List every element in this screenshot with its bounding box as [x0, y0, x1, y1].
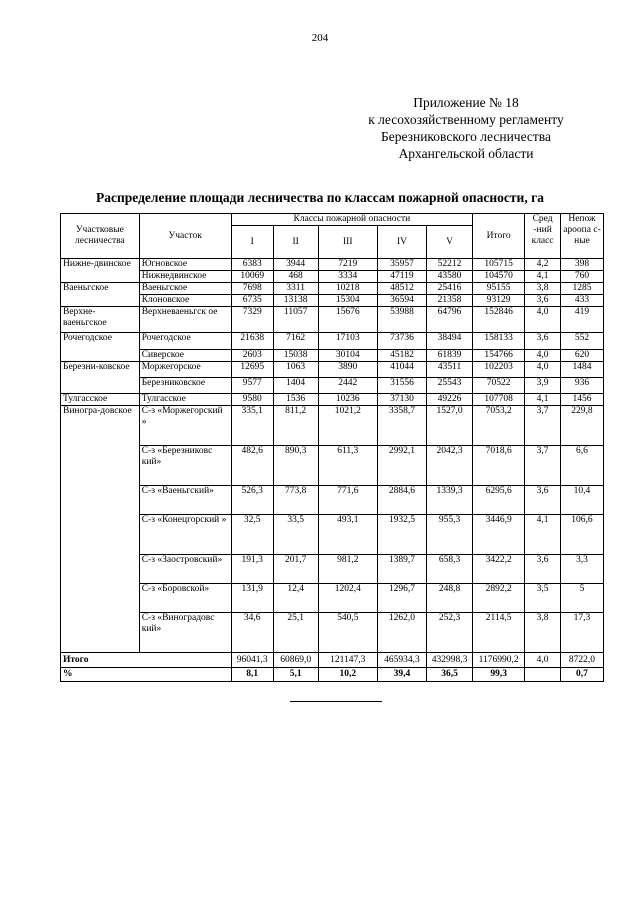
forestry-cell: Виногра-довское — [61, 406, 140, 653]
table-title: Распределение площади лесничества по классам пожарной опасности, га — [96, 190, 544, 205]
value-cell: 6735 — [231, 295, 273, 307]
value-cell: 107708 — [473, 394, 525, 406]
value-cell: 154766 — [473, 350, 525, 362]
value-cell: 7219 — [318, 259, 377, 271]
section-cell: Югновское — [139, 259, 231, 271]
total-row-label: Итого — [61, 653, 232, 668]
value-cell: 104570 — [473, 271, 525, 283]
value-cell: 131,9 — [231, 584, 273, 613]
value-cell: 526,3 — [231, 486, 273, 515]
value-cell: 34,6 — [231, 613, 273, 653]
value-cell: 25416 — [427, 283, 473, 295]
value-cell: 3334 — [318, 271, 377, 283]
header-section: Участок — [139, 214, 231, 259]
value-cell: 4,2 — [525, 259, 561, 271]
value-cell: 3,7 — [525, 406, 561, 446]
value-cell: 4,1 — [525, 394, 561, 406]
value-cell: 2603 — [231, 350, 273, 362]
percent-cell: 5,1 — [273, 668, 318, 682]
value-cell: 620 — [560, 350, 603, 362]
value-cell: 12695 — [231, 362, 273, 378]
value-cell: 3358,7 — [377, 406, 426, 446]
value-cell: 1021,2 — [318, 406, 377, 446]
value-cell: 52212 — [427, 259, 473, 271]
header-unburned: Непож ароопа с-ные — [560, 214, 603, 259]
value-cell: 10,4 — [560, 486, 603, 515]
value-cell: 3,5 — [525, 584, 561, 613]
section-cell: Нижнедвинское — [139, 271, 231, 283]
value-cell: 201,7 — [273, 555, 318, 584]
section-cell: С-з «Виноградовс кий» — [139, 613, 231, 653]
percent-cell — [525, 668, 561, 682]
total-cell: 8722,0 — [560, 653, 603, 668]
value-cell: 811,2 — [273, 406, 318, 446]
header-class-i: I — [231, 226, 273, 259]
value-cell: 540,5 — [318, 613, 377, 653]
value-cell: 3,8 — [525, 283, 561, 295]
section-cell: Ваеньгское — [139, 283, 231, 295]
value-cell: 3,3 — [560, 555, 603, 584]
section-cell: Березниковское — [139, 378, 231, 394]
value-cell: 7018,6 — [473, 446, 525, 486]
value-cell: 53988 — [377, 307, 426, 333]
value-cell: 35957 — [377, 259, 426, 271]
value-cell: 15676 — [318, 307, 377, 333]
value-cell: 248,8 — [427, 584, 473, 613]
value-cell: 4,1 — [525, 271, 561, 283]
value-cell: 11057 — [273, 307, 318, 333]
value-cell: 2884,6 — [377, 486, 426, 515]
value-cell: 64796 — [427, 307, 473, 333]
total-cell: 121147,3 — [318, 653, 377, 668]
value-cell: 95155 — [473, 283, 525, 295]
value-cell: 760 — [560, 271, 603, 283]
value-cell: 771,6 — [318, 486, 377, 515]
value-cell: 36594 — [377, 295, 426, 307]
value-cell: 158133 — [473, 333, 525, 350]
value-cell: 1527,0 — [427, 406, 473, 446]
value-cell: 4,1 — [525, 515, 561, 555]
forestry-cell: Нижне-двинское — [61, 259, 140, 283]
value-cell: 3422,2 — [473, 555, 525, 584]
appendix-heading — [336, 94, 596, 162]
total-cell: 60869,0 — [273, 653, 318, 668]
value-cell: 482,6 — [231, 446, 273, 486]
total-cell: 96041,3 — [231, 653, 273, 668]
value-cell: 7162 — [273, 333, 318, 350]
value-cell: 152846 — [473, 307, 525, 333]
value-cell: 7698 — [231, 283, 273, 295]
value-cell: 890,3 — [273, 446, 318, 486]
percent-row-label: % — [61, 668, 232, 682]
value-cell: 1456 — [560, 394, 603, 406]
value-cell: 191,3 — [231, 555, 273, 584]
appendix-line: Архангельской области — [398, 146, 534, 161]
header-average-class: Сред -ний класс — [525, 214, 561, 259]
value-cell: 15038 — [273, 350, 318, 362]
section-cell: С-з «Конецгорский » — [139, 515, 231, 555]
total-cell: 432998,3 — [427, 653, 473, 668]
value-cell: 1296,7 — [377, 584, 426, 613]
value-cell: 1389,7 — [377, 555, 426, 584]
total-cell: 465934,3 — [377, 653, 426, 668]
value-cell: 1285 — [560, 283, 603, 295]
value-cell: 3,9 — [525, 378, 561, 394]
forestry-cell: Рочегодское — [61, 333, 140, 362]
value-cell: 41044 — [377, 362, 426, 378]
value-cell: 49226 — [427, 394, 473, 406]
value-cell: 1932,5 — [377, 515, 426, 555]
value-cell: 773,8 — [273, 486, 318, 515]
value-cell: 1484 — [560, 362, 603, 378]
section-cell: Верхневаеньгск ое — [139, 307, 231, 333]
value-cell: 106,6 — [560, 515, 603, 555]
value-cell: 398 — [560, 259, 603, 271]
value-cell: 9580 — [231, 394, 273, 406]
page-number: 204 — [311, 32, 329, 44]
value-cell: 1262,0 — [377, 613, 426, 653]
value-cell: 419 — [560, 307, 603, 333]
fire-class-table — [60, 213, 604, 682]
forestry-cell: Верхне-ваеньгское — [61, 307, 140, 333]
header-class-v: V — [427, 226, 473, 259]
value-cell: 70522 — [473, 378, 525, 394]
value-cell: 25,1 — [273, 613, 318, 653]
value-cell: 10218 — [318, 283, 377, 295]
value-cell: 252,3 — [427, 613, 473, 653]
value-cell: 61839 — [427, 350, 473, 362]
value-cell: 15304 — [318, 295, 377, 307]
value-cell: 102203 — [473, 362, 525, 378]
value-cell: 2042,3 — [427, 446, 473, 486]
value-cell: 3,6 — [525, 333, 561, 350]
value-cell: 93129 — [473, 295, 525, 307]
value-cell: 38494 — [427, 333, 473, 350]
header-forestry: Участковые лесничества — [61, 214, 140, 259]
value-cell: 2892,2 — [473, 584, 525, 613]
percent-cell: 36,5 — [427, 668, 473, 682]
value-cell: 3944 — [273, 259, 318, 271]
value-cell: 955,3 — [427, 515, 473, 555]
percent-cell: 39,4 — [377, 668, 426, 682]
value-cell: 658,3 — [427, 555, 473, 584]
value-cell: 3,6 — [525, 486, 561, 515]
value-cell: 30104 — [318, 350, 377, 362]
value-cell: 13138 — [273, 295, 318, 307]
value-cell: 2992,1 — [377, 446, 426, 486]
section-cell: С-з «Заостровский» — [139, 555, 231, 584]
value-cell: 21638 — [231, 333, 273, 350]
section-cell: Моржегорское — [139, 362, 231, 378]
value-cell: 3890 — [318, 362, 377, 378]
value-cell: 105715 — [473, 259, 525, 271]
value-cell: 7329 — [231, 307, 273, 333]
footnote-rule — [290, 701, 382, 702]
value-cell: 4,0 — [525, 350, 561, 362]
value-cell: 6295,6 — [473, 486, 525, 515]
value-cell: 1339,3 — [427, 486, 473, 515]
appendix-line: Приложение № 18 — [413, 95, 519, 110]
percent-cell: 0,7 — [560, 668, 603, 682]
section-cell: Клоновское — [139, 295, 231, 307]
section-cell: Рочегодское — [139, 333, 231, 350]
section-cell: Сиверское — [139, 350, 231, 362]
value-cell: 48512 — [377, 283, 426, 295]
value-cell: 981,2 — [318, 555, 377, 584]
header-class-iv: IV — [377, 226, 426, 259]
forestry-cell: Березни-ковское — [61, 362, 140, 394]
value-cell: 12,4 — [273, 584, 318, 613]
value-cell: 32,5 — [231, 515, 273, 555]
appendix-line: к лесохозяйственному регламенту — [368, 112, 564, 127]
section-cell: С-з «Боровской» — [139, 584, 231, 613]
value-cell: 493,1 — [318, 515, 377, 555]
value-cell: 47119 — [377, 271, 426, 283]
value-cell: 7053,2 — [473, 406, 525, 446]
value-cell: 17103 — [318, 333, 377, 350]
header-total: Итого — [473, 214, 525, 259]
value-cell: 45182 — [377, 350, 426, 362]
value-cell: 936 — [560, 378, 603, 394]
value-cell: 37130 — [377, 394, 426, 406]
header-classes-group: Классы пожарной опасности — [231, 214, 472, 226]
value-cell: 10069 — [231, 271, 273, 283]
value-cell: 31556 — [377, 378, 426, 394]
header-class-ii: II — [273, 226, 318, 259]
value-cell: 43511 — [427, 362, 473, 378]
value-cell: 468 — [273, 271, 318, 283]
value-cell: 73736 — [377, 333, 426, 350]
value-cell: 3446,9 — [473, 515, 525, 555]
value-cell: 3,6 — [525, 295, 561, 307]
value-cell: 17,3 — [560, 613, 603, 653]
total-cell: 4,0 — [525, 653, 561, 668]
value-cell: 552 — [560, 333, 603, 350]
section-cell: С-з «Березниковс кий» — [139, 446, 231, 486]
value-cell: 1404 — [273, 378, 318, 394]
value-cell: 3,6 — [525, 555, 561, 584]
value-cell: 1202,4 — [318, 584, 377, 613]
value-cell: 433 — [560, 295, 603, 307]
forestry-cell: Ваеньгское — [61, 283, 140, 307]
value-cell: 4,0 — [525, 307, 561, 333]
section-cell: С-з «Ваеньгский» — [139, 486, 231, 515]
value-cell: 10236 — [318, 394, 377, 406]
value-cell: 1536 — [273, 394, 318, 406]
value-cell: 43580 — [427, 271, 473, 283]
section-cell: Тулгасское — [139, 394, 231, 406]
appendix-line: Березниковского лесничества — [381, 129, 551, 144]
value-cell: 3,7 — [525, 446, 561, 486]
percent-cell: 10,2 — [318, 668, 377, 682]
value-cell: 25543 — [427, 378, 473, 394]
value-cell: 4,0 — [525, 362, 561, 378]
value-cell: 3311 — [273, 283, 318, 295]
total-cell: 1176990,2 — [473, 653, 525, 668]
value-cell: 1063 — [273, 362, 318, 378]
section-cell: С-з «Моржегорский » — [139, 406, 231, 446]
percent-cell: 99,3 — [473, 668, 525, 682]
value-cell: 3,8 — [525, 613, 561, 653]
value-cell: 229,8 — [560, 406, 603, 446]
value-cell: 6383 — [231, 259, 273, 271]
value-cell: 6,6 — [560, 446, 603, 486]
value-cell: 33,5 — [273, 515, 318, 555]
value-cell: 611,3 — [318, 446, 377, 486]
value-cell: 5 — [560, 584, 603, 613]
value-cell: 21358 — [427, 295, 473, 307]
value-cell: 9577 — [231, 378, 273, 394]
value-cell: 335,1 — [231, 406, 273, 446]
percent-cell: 8,1 — [231, 668, 273, 682]
forestry-cell: Тулгасское — [61, 394, 140, 406]
header-class-iii: III — [318, 226, 377, 259]
value-cell: 2442 — [318, 378, 377, 394]
value-cell: 2114,5 — [473, 613, 525, 653]
